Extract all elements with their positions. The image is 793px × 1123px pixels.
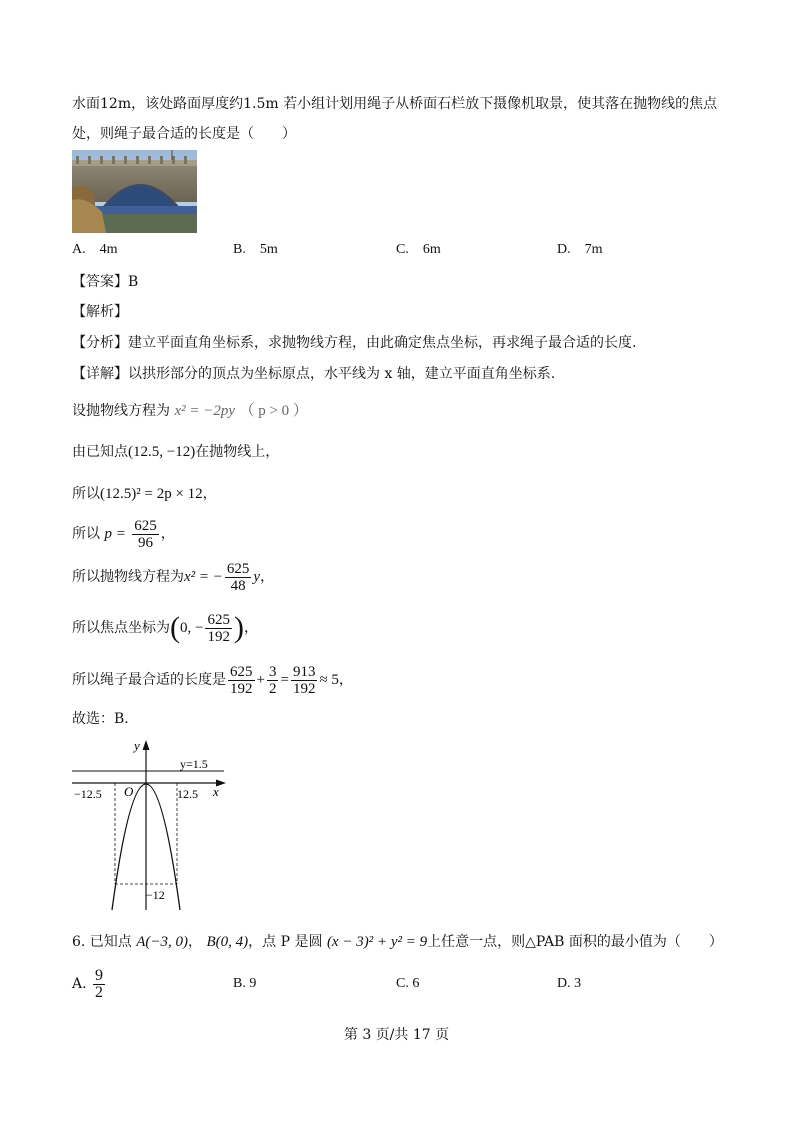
xiangjie-line: [72, 364, 555, 384]
step-7-approx: ≈ 5: [319, 672, 339, 688]
answer-label: 【答案】: [72, 274, 128, 290]
analysis-label: 【解析】: [72, 304, 128, 320]
problem6-mid: ，点 P 是圆: [248, 934, 323, 950]
step-4-prefix: 所以: [72, 526, 100, 542]
problem6-option-a-label: A.: [72, 976, 87, 992]
step-4: [72, 517, 175, 551]
step-7-fraction-2: [267, 664, 279, 697]
step-3-prefix: 所以: [72, 486, 100, 502]
option-d: D. 7m: [557, 242, 603, 257]
y-axis-arrow-icon: [143, 740, 150, 750]
problem6-tail: 上任意一点，则△PAB 面积的最小值为（ ）: [427, 934, 723, 950]
problem6-option-a-denominator: 2: [95, 983, 104, 1001]
option-b: B. 5m: [233, 242, 278, 257]
step-7-suffix: ，: [338, 672, 353, 688]
step-7-fraction-1: [228, 664, 255, 697]
problem6-option-a-fraction: [93, 968, 105, 1001]
line-label: y=1.5: [180, 757, 208, 771]
fenxi-text: 建立平面直角坐标系，求抛物线方程，由此确定焦点坐标，再求绳子最合适的长度.: [128, 335, 637, 351]
y-axis-label: y: [134, 738, 140, 753]
step-7-denominator-3: 192: [292, 680, 316, 697]
step-7-numerator-1: 625: [230, 663, 253, 680]
step-4-numerator: 625: [134, 517, 157, 534]
step-2: [72, 442, 279, 462]
problem6-number: 6. 已知点: [72, 934, 132, 950]
problem6-separator: ，: [188, 934, 203, 950]
answer-value: B: [128, 274, 139, 290]
step-7-equals: =: [280, 672, 289, 688]
step-2-point: (12.5, −12): [128, 444, 196, 460]
origin-label: O: [124, 784, 134, 799]
choice-line: 故选：B.: [72, 711, 129, 727]
step-6: [72, 608, 258, 648]
step-5-variable: y: [253, 569, 261, 585]
step-7-denominator-2: 2: [268, 680, 277, 697]
bridge-photo: [72, 150, 197, 233]
problem5-text-line1: 水面12m，该处路面厚度约1.5m 若小组计划用绳子从桥面石栏放下摄像机取景，使其落在抛物线的焦点: [72, 96, 718, 112]
bottom-label: −12: [146, 888, 165, 902]
step-1-condition: （ p > 0 ）: [239, 403, 308, 419]
step-4-lhs: p =: [104, 526, 126, 542]
step-5-denominator: 48: [225, 577, 252, 594]
fenxi-line: [72, 333, 636, 353]
step-2-prefix: 由已知点: [72, 444, 128, 460]
step-4-denominator: 96: [132, 534, 159, 551]
step-5-lhs: x² = −: [184, 569, 223, 585]
problem6-option-b: B. 9: [233, 976, 257, 991]
parabola-graph: [60, 738, 235, 920]
step-1: [72, 401, 308, 421]
xiangjie-label: 【详解】: [72, 366, 128, 382]
problem5-text-line2: 处，则绳子最合适的长度是（ ）: [72, 126, 296, 142]
step-7-prefix: 所以绳子最合适的长度是: [72, 672, 226, 688]
step-3-equation: (12.5)² = 2p × 12: [100, 486, 203, 502]
right-label: 12.5: [177, 787, 198, 801]
step-7-plus: +: [256, 672, 265, 688]
left-label: −12.5: [74, 787, 102, 801]
step-6-numerator: 625: [207, 611, 230, 628]
fenxi-label: 【分析】: [72, 335, 128, 351]
step-4-suffix: ，: [160, 526, 175, 542]
problem6-option-a-numerator: 9: [95, 966, 104, 984]
step-5-numerator: 625: [226, 560, 250, 577]
step-1-prefix: 设抛物线方程为: [72, 403, 170, 419]
step-3-suffix: ，: [202, 486, 217, 502]
problem6-circle: (x − 3)² + y² = 9: [326, 934, 428, 950]
step-5-fraction: [225, 561, 252, 594]
step-6-fraction: [205, 612, 232, 645]
step-5-prefix: 所以抛物线方程为: [72, 569, 184, 585]
step-7-denominator-1: 192: [230, 680, 253, 697]
step-2-suffix: 在抛物线上，: [195, 444, 280, 460]
problem6-point-a: A(−3, 0): [136, 934, 189, 950]
xiangjie-text: 以拱形部分的顶点为坐标原点，水平线为 x 轴，建立平面直角坐标系.: [128, 366, 556, 382]
x-axis-label: x: [213, 784, 219, 799]
step-5: [72, 560, 274, 594]
page-footer: 第 3 页/共 17 页: [343, 1027, 450, 1043]
step-7: [72, 662, 353, 698]
step-6-prefix: 所以焦点坐标为: [72, 620, 170, 636]
step-7-numerator-3: 913: [292, 663, 316, 680]
step-7-fraction-3: [291, 664, 318, 697]
step-6-denominator: 192: [207, 628, 230, 645]
answer-line: [72, 272, 138, 292]
option-a: A. 4m: [72, 242, 118, 257]
step-7-numerator-2: 3: [268, 663, 277, 680]
step-6-right-paren: ): [233, 611, 244, 644]
step-6-left-paren: (: [170, 611, 180, 644]
problem6-option-a: [72, 966, 107, 1002]
problem6-option-d: D. 3: [557, 976, 582, 991]
problem6-option-c: C. 6: [396, 976, 420, 991]
step-6-zero: 0, −: [180, 620, 204, 636]
step-3: [72, 484, 217, 504]
step-4-fraction: [132, 518, 159, 551]
problem6-point-b: B(0, 4): [206, 934, 249, 950]
option-c: C. 6m: [396, 242, 441, 257]
problem6-text: [72, 932, 723, 952]
step-5-suffix: ，: [260, 569, 275, 585]
step-1-equation: x² = −2py: [174, 403, 236, 419]
step-6-suffix: ，: [243, 620, 258, 636]
